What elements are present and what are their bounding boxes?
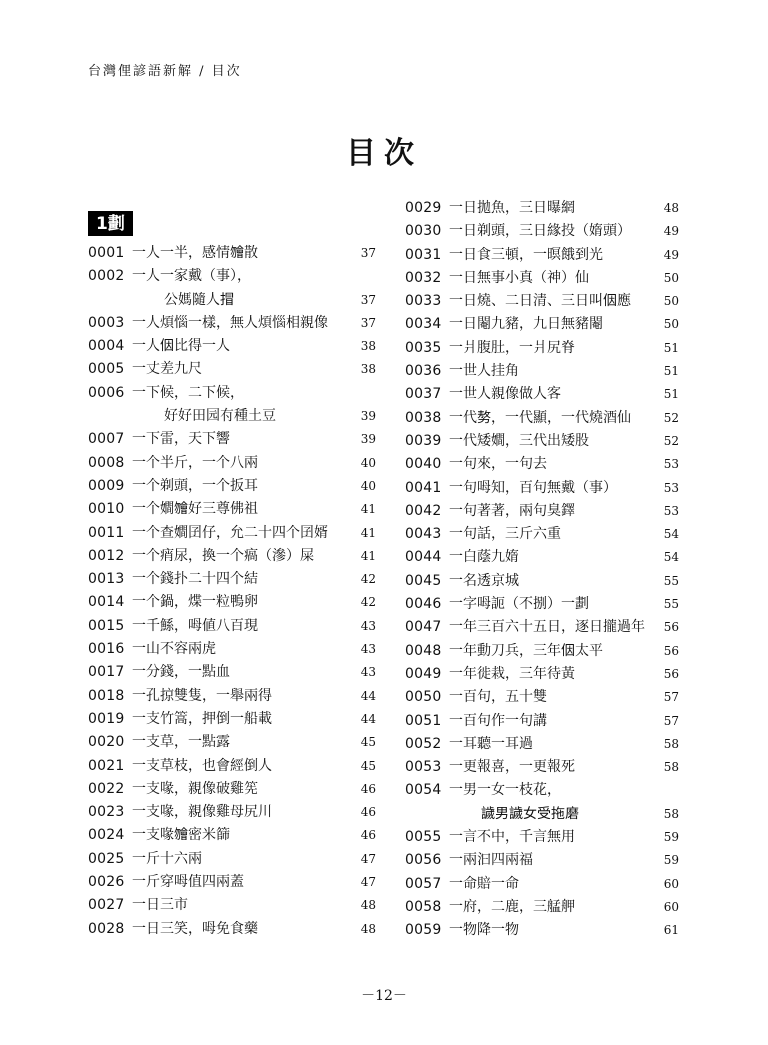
entry-text: 一百句作一句講 (449, 712, 547, 729)
entry-number: 0051 (405, 712, 442, 729)
entry-text: 一个錢扑二十四个結 (132, 571, 258, 588)
entry-text: 一日剃頭，三日緣投（媠頭） (449, 223, 631, 240)
entry-number: 0052 (405, 735, 442, 752)
entry-text: 一支草，一點露 (132, 734, 230, 751)
toc-entry (88, 382, 376, 405)
entry-page: 45 (360, 735, 376, 750)
entry-number: 0016 (88, 641, 125, 658)
entry-page: 47 (360, 875, 376, 890)
entry-number: 0033 (405, 293, 442, 310)
entry-text: 一个痟尿，換一个瘑（滲）屎 (132, 547, 314, 564)
entry-number: 0019 (88, 710, 125, 727)
entry-number: 0004 (88, 338, 125, 355)
page-number: －12－ (361, 988, 407, 1004)
toc-entry (405, 616, 679, 639)
toc-entry (88, 661, 376, 684)
toc-entry (405, 197, 679, 220)
entry-text: 一白蔭九媠 (449, 549, 519, 566)
entry-page: 42 (360, 595, 376, 610)
toc-entry (88, 824, 376, 847)
toc-entry (405, 546, 679, 569)
entry-number: 0040 (405, 456, 442, 473)
entry-text: 一日無事小真（神）仙 (449, 269, 589, 286)
entry-text: 一人煩惱一樣，無人煩惱相親像 (132, 314, 328, 331)
toc-entry (405, 849, 679, 872)
entry-page: 51 (663, 364, 679, 379)
toc-entry (405, 570, 679, 593)
entry-text: 一名透京城 (449, 572, 519, 589)
entry-page: 46 (360, 828, 376, 843)
entry-page: 55 (663, 597, 679, 612)
toc-entry (88, 335, 376, 358)
toc-left-column (88, 197, 376, 941)
entry-page: 56 (663, 666, 679, 681)
entry-text: 一府，二鹿，三艋舺 (449, 898, 575, 915)
entry-text: 一耳聽一耳過 (449, 735, 533, 752)
entry-text: 一支草枝，也會經倒人 (132, 757, 272, 774)
entry-text: 一日三市 (132, 897, 188, 914)
entry-number: 0053 (405, 759, 442, 776)
entry-number: 0057 (405, 875, 442, 892)
toc-list-right (405, 197, 679, 943)
toc-entry (88, 638, 376, 661)
page-title: 目次 (346, 136, 422, 171)
toc-entry (88, 778, 376, 801)
entry-text: 一句著著，兩句臭鐸 (449, 502, 575, 519)
entry-number: 0056 (405, 852, 442, 869)
entry-page: 58 (663, 760, 679, 775)
entry-page: 61 (663, 923, 679, 938)
entry-page: 46 (360, 805, 376, 820)
entry-page: 47 (360, 851, 376, 866)
entry-text: 一字呣𧦠（不捌）一劃 (449, 596, 589, 613)
entry-text: 一支竹篙，押倒一船載 (132, 710, 272, 727)
entry-text: 一山不容兩虎 (132, 641, 216, 658)
entry-text: 一孔掠雙隻，一舉兩得 (132, 687, 272, 704)
toc-entry (405, 779, 679, 802)
entry-page: 43 (360, 665, 376, 680)
entry-page: 49 (663, 224, 679, 239)
toc-entry (405, 919, 679, 942)
entry-number: 0045 (405, 572, 442, 589)
entry-text: 一日燒、二日清、三日叫𪜶應 (449, 293, 631, 310)
entry-page: 41 (360, 502, 376, 517)
toc-entry (88, 894, 376, 917)
entry-text: 一代𠢕，一代顯，一代燒酒仙 (449, 409, 631, 426)
entry-text: 一人一半，感情𣍐散 (132, 245, 258, 261)
entry-number: 0054 (405, 782, 442, 799)
entry-text: 一物降一物 (449, 922, 519, 939)
entry-page: 57 (663, 713, 679, 728)
entry-number: 0042 (405, 502, 442, 519)
entry-text: 一代矮𡢃，三代出矮股 (449, 432, 589, 449)
entry-text: 一言不中，千言無用 (449, 829, 575, 846)
entry-text: 𧬨男𧬨女受拖磨 (481, 805, 579, 822)
entry-text: 一句來，一句去 (449, 456, 547, 473)
toc-entry (405, 593, 679, 616)
entry-page: 41 (360, 525, 376, 540)
entry-number: 0018 (88, 687, 125, 704)
toc-entry (88, 848, 376, 871)
entry-number: 0050 (405, 689, 442, 706)
entry-number: 0031 (405, 246, 442, 263)
entry-page: 45 (360, 758, 376, 773)
entry-text: 一人一家戴（事）， (132, 268, 251, 285)
entry-page: 54 (663, 550, 679, 565)
entry-number: 0009 (88, 477, 125, 494)
toc-entry (88, 312, 376, 335)
toc-entry (405, 523, 679, 546)
toc-entry (405, 873, 679, 896)
entry-page: 37 (360, 315, 376, 330)
entry-page: 41 (360, 548, 376, 563)
toc-entry (405, 220, 679, 243)
entry-text: 一句呣知，百句無戴（事） (449, 479, 617, 496)
entry-number: 0026 (88, 874, 125, 891)
entry-text: 一支喙，親像破雞筅 (132, 780, 258, 797)
toc-entry (405, 477, 679, 500)
entry-text: 一世人挂角 (449, 363, 519, 380)
entry-number: 0005 (88, 361, 125, 378)
toc-entry (88, 755, 376, 778)
entry-text: 一个半斤，一个八兩 (132, 454, 258, 471)
toc-entry (88, 615, 376, 638)
entry-text: 一命賠一命 (449, 875, 519, 892)
toc-entry (88, 242, 376, 265)
toc-entry (88, 289, 376, 312)
entry-page: 43 (360, 642, 376, 657)
entry-number: 0025 (88, 850, 125, 867)
toc-entry (88, 801, 376, 824)
toc-entry (405, 710, 679, 733)
toc-entry (88, 522, 376, 545)
entry-number: 0015 (88, 617, 125, 634)
entry-page: 38 (360, 339, 376, 354)
entry-page: 54 (663, 527, 679, 542)
entry-page: 40 (360, 455, 376, 470)
entry-page: 44 (360, 688, 376, 703)
entry-number: 0022 (88, 780, 125, 797)
entry-text: 一日拋魚，三日曝網 (449, 200, 575, 216)
entry-text: 一个鍋，煠一粒鴨卵 (132, 594, 258, 611)
entry-page: 52 (663, 433, 679, 448)
toc-entry (88, 545, 376, 568)
entry-page: 60 (663, 876, 679, 891)
entry-text: 一日三笑，呣免食藥 (132, 920, 258, 937)
entry-text: 公媽隨人𢯾 (164, 291, 234, 308)
entry-number: 0041 (405, 479, 442, 496)
entry-page: 56 (663, 643, 679, 658)
entry-number: 0046 (405, 596, 442, 613)
toc-entry (405, 686, 679, 709)
entry-number: 0027 (88, 897, 125, 914)
entry-page: 49 (663, 247, 679, 262)
entry-page: 48 (360, 898, 376, 913)
entry-number: 0044 (405, 549, 442, 566)
entry-page: 50 (663, 270, 679, 285)
toc-entry (88, 708, 376, 731)
entry-page: 39 (360, 409, 376, 424)
entry-text: 一日閹九豬，九日無豬閹 (449, 316, 603, 333)
entry-text: 一分錢，一點血 (132, 664, 230, 681)
entry-number: 0047 (405, 619, 442, 636)
entry-number: 0010 (88, 501, 125, 518)
toc-entry (88, 871, 376, 894)
toc-entry (405, 383, 679, 406)
entry-page: 53 (663, 503, 679, 518)
entry-page: 52 (663, 410, 679, 425)
entry-text: 一支喙𣍐密米篩 (132, 827, 230, 844)
toc-entry (88, 731, 376, 754)
toc-entry (405, 267, 679, 290)
entry-number: 0001 (88, 245, 125, 261)
toc-entry (405, 640, 679, 663)
toc-entry (405, 663, 679, 686)
entry-number: 0028 (88, 920, 125, 937)
entry-number: 0032 (405, 269, 442, 286)
entry-text: 一世人親像做人客 (449, 386, 561, 403)
entry-text: 一百句，五十雙 (449, 689, 547, 706)
toc-entry (88, 428, 376, 451)
entry-page: 37 (360, 292, 376, 307)
toc-entry (405, 453, 679, 476)
toc-entry (88, 475, 376, 498)
entry-number: 0049 (405, 665, 442, 682)
entry-number: 0007 (88, 431, 125, 448)
entry-number: 0038 (405, 409, 442, 426)
entry-page: 51 (663, 387, 679, 402)
toc-entry (88, 405, 376, 428)
entry-number: 0012 (88, 547, 125, 564)
toc-entry (405, 290, 679, 313)
toc-entry (405, 430, 679, 453)
entry-text: 一下候，二下候， (132, 384, 244, 401)
entry-text: 一年徙栽，三年待黃 (449, 665, 575, 682)
entry-text: 一个𡢃𣍐好三尊佛祖 (132, 501, 258, 518)
entry-number: 0055 (405, 829, 442, 846)
entry-page: 46 (360, 781, 376, 796)
entry-number: 0011 (88, 524, 125, 541)
entry-text: 一句話，三斤六重 (449, 526, 561, 543)
entry-number: 0020 (88, 734, 125, 751)
toc-entry (405, 360, 679, 383)
entry-text: 好好田园𠕇種土豆 (164, 408, 276, 425)
entry-number: 0058 (405, 898, 442, 915)
entry-page: 55 (663, 573, 679, 588)
entry-page: 44 (360, 711, 376, 726)
entry-number: 0048 (405, 642, 442, 659)
entry-number: 0008 (88, 454, 125, 471)
entry-number: 0017 (88, 664, 125, 681)
entry-number: 0037 (405, 386, 442, 403)
entry-number: 0035 (405, 339, 442, 356)
entry-page: 48 (360, 921, 376, 936)
toc-entry (405, 244, 679, 267)
toc-entry (405, 896, 679, 919)
toc-entry (88, 498, 376, 521)
entry-number: 0029 (405, 200, 442, 216)
entry-text: 一更報喜，一更報死 (449, 759, 575, 776)
entry-page: 39 (360, 432, 376, 447)
entry-page: 50 (663, 294, 679, 309)
entry-text: 一千鯀，呣値八百現 (132, 617, 258, 634)
running-head: 台灣俚諺語新解 / 目次 (88, 64, 242, 79)
entry-page: 38 (360, 362, 376, 377)
entry-number: 0002 (88, 268, 125, 285)
entry-number: 0043 (405, 526, 442, 543)
toc-list-left (88, 242, 376, 941)
entry-number: 0034 (405, 316, 442, 333)
entry-text: 一日食三頓，一暝餓到光 (449, 246, 603, 263)
toc-entry (405, 756, 679, 779)
entry-page: 59 (663, 830, 679, 845)
toc-entry (88, 918, 376, 941)
entry-page: 59 (663, 853, 679, 868)
entry-text: 一兩汩四兩福 (449, 852, 533, 869)
toc-entry (88, 568, 376, 591)
toc-entry (405, 500, 679, 523)
entry-page: 53 (663, 457, 679, 472)
toc-entry (405, 803, 679, 826)
entry-text: 一支喙，親像雞母尻川 (132, 804, 272, 821)
entry-text: 一个剃頭，一个扳耳 (132, 477, 258, 494)
toc-entry (88, 685, 376, 708)
entry-text: 一爿腹肚，一爿尻脊 (449, 339, 575, 356)
toc-entry (88, 591, 376, 614)
entry-page: 37 (360, 246, 376, 260)
entry-page: 58 (663, 736, 679, 751)
entry-text: 一斤穿呣值四兩蓋 (132, 874, 244, 891)
entry-number: 0036 (405, 363, 442, 380)
toc-entry (405, 826, 679, 849)
entry-number: 0030 (405, 223, 442, 240)
entry-text: 一下雷，天下響 (132, 431, 230, 448)
entry-text: 一个查𡢃囝仔，允二十四个囝婿 (132, 524, 328, 541)
entry-page: 51 (663, 340, 679, 355)
entry-page: 60 (663, 899, 679, 914)
entry-page: 42 (360, 572, 376, 587)
entry-number: 0014 (88, 594, 125, 611)
entry-text: 一斤十六兩 (132, 850, 202, 867)
entry-page: 58 (663, 806, 679, 821)
entry-page: 50 (663, 317, 679, 332)
toc-entry (405, 407, 679, 430)
entry-number: 0024 (88, 827, 125, 844)
toc-entry (88, 358, 376, 381)
toc-entry (88, 452, 376, 475)
section-badge: 1劃 (88, 211, 133, 236)
toc-entry (405, 337, 679, 360)
entry-number: 0021 (88, 757, 125, 774)
entry-number: 0013 (88, 571, 125, 588)
entry-text: 一年動刀兵，三年𪜶太平 (449, 642, 603, 659)
entry-page: 56 (663, 620, 679, 635)
toc-entry (405, 313, 679, 336)
entry-page: 48 (663, 201, 679, 215)
entry-number: 0039 (405, 432, 442, 449)
entry-text: 一丈差九尺 (132, 361, 202, 378)
entry-number: 0023 (88, 804, 125, 821)
entry-page: 40 (360, 478, 376, 493)
entry-page: 43 (360, 618, 376, 633)
toc-entry (405, 733, 679, 756)
entry-number: 0006 (88, 384, 125, 401)
entry-page: 53 (663, 480, 679, 495)
entry-number: 0059 (405, 922, 442, 939)
toc-right-column (405, 197, 679, 943)
toc-entry (88, 265, 376, 288)
entry-text: 一年三百六十五日，逐日攏過年 (449, 619, 645, 636)
entry-text: 一人𪜶比得一人 (132, 338, 230, 355)
entry-page: 57 (663, 690, 679, 705)
entry-number: 0003 (88, 314, 125, 331)
entry-text: 一男一女一枝花， (449, 782, 561, 799)
